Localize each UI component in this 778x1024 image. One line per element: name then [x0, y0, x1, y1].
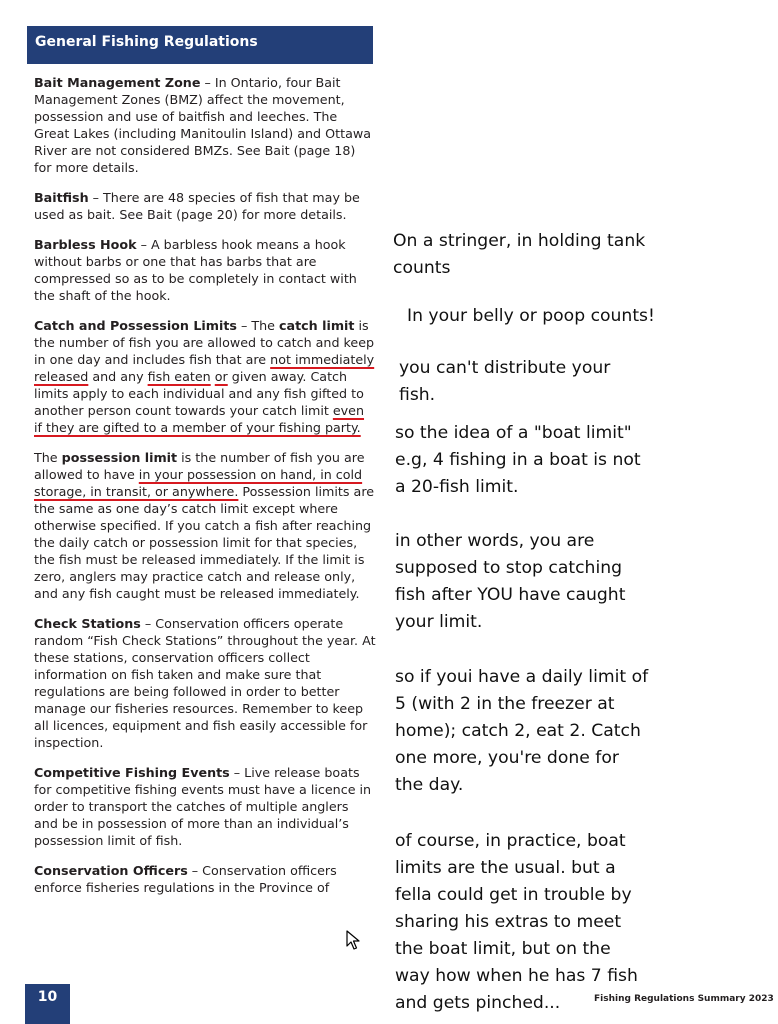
possession-text-2: is the number of fish you are allowed to have — [34, 450, 365, 482]
section-header — [27, 26, 373, 64]
text-check-stations: – Conservation officers operate random “Fish Check Stations” throughout the year. At these stations, conservation officers collect information on fish taken and make sure that regulations are being followed in order to better manage our fisheries resources. Remember to keep all licences, equipment and fish easily accessible for inspection. — [34, 616, 376, 750]
entry-bait-zone — [34, 74, 376, 176]
entry-conservation-officers — [34, 862, 376, 896]
text-barbless-hook: – A barbless hook means a hook without barbs or one that has barbs that are compressed so as to be completely in contact with the shaft of the hook. — [34, 237, 357, 303]
note-belly: In your belly or poop counts! — [407, 306, 655, 326]
catch-text-5: given away. Catch limits apply to each individual and any fish gifted to another person count towards your catch limit — [34, 369, 364, 418]
note-boat-limit: so the idea of a "boat limit" e.g, 4 fishing in a boat is not a 20-fish limit. — [395, 423, 641, 497]
term-catch-limits: Catch and Possession Limits — [34, 318, 237, 333]
term-barbless-hook: Barbless Hook — [34, 237, 137, 252]
entry-baitfish — [34, 189, 376, 223]
text-conservation-officers: – Conservation officers enforce fisheries regulations in the Province of — [34, 863, 337, 895]
entry-competitive-events — [34, 764, 376, 849]
entry-catch-limits — [34, 317, 376, 436]
text-competitive-events: – Live release boats for competitive fishing events must have a licence in order to transport the catches of multiple anglers and be in possession of more than an individual’s possession limit of fish. — [34, 765, 372, 848]
page-number-box — [25, 984, 70, 1024]
note-stringer: On a stringer, in holding tank counts — [393, 231, 646, 278]
underline-not-released: not immediately released — [34, 352, 375, 384]
possession-text-1: The — [34, 450, 62, 465]
possession-limit-keyword: possession limit — [61, 450, 178, 465]
entry-possession-limit — [34, 449, 376, 602]
note-distribute: you can't distribute your fish. — [399, 358, 611, 405]
regulations-column — [34, 74, 376, 909]
catch-text-3: and any — [88, 369, 148, 384]
catch-text-2: is the number of fish you are allowed to catch and keep in one day and includes fish that are — [34, 318, 375, 367]
note-other-words: in other words, you are supposed to stop catching fish after YOU have caught your limit. — [395, 531, 626, 632]
term-conservation-officers: Conservation Officers — [34, 863, 188, 878]
underline-gifted-party: even if they are gifted to a member of your fishing party. — [34, 403, 365, 435]
text-baitfish: – There are 48 species of fish that may be used as bait. See Bait (page 20) for more details. — [34, 190, 360, 222]
underline-or: or — [214, 369, 228, 384]
page-number: 10 — [37, 989, 58, 1005]
note-in-practice: of course, in practice, boat limits are the usual. but a fella could get in trouble by sharing his extras to meet the boat limit, but on the way how when he has 7 fish and gets pinched... — [395, 831, 638, 1013]
underline-fish-eaten: fish eaten — [147, 369, 211, 384]
term-check-stations: Check Stations — [34, 616, 141, 631]
term-bait-zone: Bait Management Zone — [34, 75, 201, 90]
underline-possession-anywhere: in your possession on hand, in cold storage, in transit, or anywhere. — [34, 467, 363, 499]
entry-barbless-hook — [34, 236, 376, 304]
section-title: General Fishing Regulations — [35, 34, 258, 50]
catch-text-1: – The — [236, 318, 280, 333]
mouse-pointer-icon — [346, 930, 362, 950]
term-baitfish: Baitfish — [34, 190, 89, 205]
footer-title: Fishing Regulations Summary 2023 — [594, 994, 774, 1004]
note-daily-limit-example: so if youi have a daily limit of 5 (with 2 in the freezer at home); catch 2, eat 2. Catch one more, you're done for the day. — [395, 667, 649, 795]
term-competitive-events: Competitive Fishing Events — [34, 765, 230, 780]
text-bait-zone: – In Ontario, four Bait Management Zones (BMZ) affect the movement, possession and use of baitfish and leeches. The Great Lakes (including Manitoulin Island) and Ottawa River are not considered BMZs. See Bait (page 18) for more details. — [34, 75, 371, 175]
entry-check-stations — [34, 615, 376, 751]
possession-text-3: Possession limits are the same as one day’s catch limit except where otherwise specified. If you catch a fish after reaching the daily catch or possession limit for that species, the fish must be released immediately. If the limit is zero, anglers may practice catch and release only, and any fish caught must be released immediately. — [34, 484, 375, 601]
catch-limit-keyword: catch limit — [279, 318, 355, 333]
